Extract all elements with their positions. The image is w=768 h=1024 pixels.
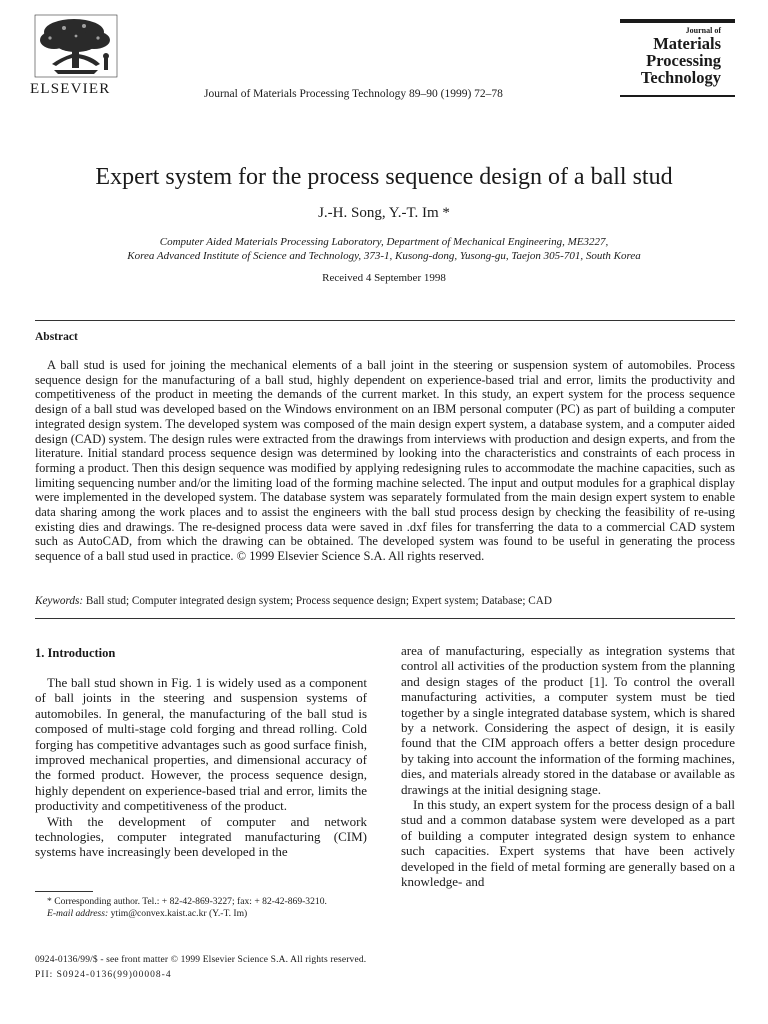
paragraph: In this study, an expert system for the process design of a ball stud and a common database system were developed as a part of building a computer integrated design system to enhance such capacities. Expert systems that have been actively developed in the field of metal forming are generally based on a knowledge- and xyxy=(401,797,735,890)
right-column xyxy=(401,643,735,890)
journal-name-line: Technology xyxy=(640,68,721,87)
publisher-name: ELSEVIER xyxy=(30,81,111,97)
footnote-divider xyxy=(35,891,93,892)
email-note xyxy=(35,908,367,920)
paper-authors: J.-H. Song, Y.-T. Im * xyxy=(318,205,450,221)
keywords-label: Keywords: xyxy=(35,595,84,607)
keywords xyxy=(35,595,735,607)
copyright-line: 0924-0136/99/$ - see front matter © 1999 Elsevier Science S.A. All rights reserved. xyxy=(35,955,367,965)
elsevier-tree-emblem xyxy=(34,14,118,78)
email-label: E-mail address: xyxy=(47,908,109,919)
divider xyxy=(35,618,735,619)
publisher-logo xyxy=(30,14,130,98)
footnote xyxy=(35,896,367,920)
paragraph: area of manufacturing, especially as integration systems that control all activities of the production system from the planning and design stages of the product [1]. To control the overall manufacturing activities, a computer system must be tied together by a single integrated database system, which is shared by a network. Considering the aspect of design, it is easily found that the CIM approach offers a better design procedure by taking into account the information of the forming machines, dies, and materials already stored in the database or available as drawings at the initial designing stage. xyxy=(401,643,735,797)
email-address: ytim@convex.kaist.ac.kr (Y.-T. Im) xyxy=(110,908,248,919)
journal-title-box xyxy=(620,19,735,97)
left-column xyxy=(35,675,367,860)
pii-line: PII: S0924-0136(99)00008-4 xyxy=(35,970,172,980)
journal-name-line: Processing xyxy=(646,51,721,70)
abstract-heading: Abstract xyxy=(35,331,78,343)
affiliation-line: Korea Advanced Institute of Science and Technology, 373-1, Kusong-dong, Yusong-gu, Taejon 305-701, South Korea xyxy=(127,250,641,262)
paper-title: Expert system for the process sequence design of a ball stud xyxy=(95,164,673,190)
received-date: Received 4 September 1998 xyxy=(322,272,446,284)
abstract-text: A ball stud is used for joining the mechanical elements of a ball joint in the steering or suspension system of automobiles. Process sequence design for the manufacturing of a ball stud, highly dependent on experience-based trial and error, limits the productivity and competitiveness of the product in meeting the demands of the current market. In this study, an expert system for the process sequence design of a ball stud was developed based on the Windows environment on an IBM personal computer (PC) as part of building a computer integrated design system. The developed system was composed of the main design expert system, a database system, and a computer aided design (CAD) system. The design rules were extracted from the drawings from interviews with production and design experts, and from the literature. Initial standard process sequence design was determined by looking into the characteristics and constraints of each process in forming a product. Then this design sequence was modified by applying redesigning rules to accommodate the machine capacities, such as limiting sequencing number and/or the limiting load of the forming machine selected. The input and output modules for a graphical display were implemented in the developed system. The database system was separately formulated from the main design expert system to enable data sharing among the work places and to assist the engineers with the ball stud process design by checking the feasibility of re-using existing dies and drawings. The re-designed process data were saved in .dxf files for transferring the data to a commercial CAD system such as AutoCAD, from which the drawing can be obtained. The developed system was found to be useful in generating the process sequence of a ball stud used in practice. © 1999 Elsevier Science S.A. All rights reserved. xyxy=(35,358,735,564)
keywords-list: Ball stud; Computer integrated design system; Process sequence design; Expert system; Database; CAD xyxy=(85,595,552,607)
divider xyxy=(35,320,735,321)
journal-name-line: Materials xyxy=(653,34,721,53)
section-heading: 1. Introduction xyxy=(35,646,116,660)
journal-citation: Journal of Materials Processing Technology 89–90 (1999) 72–78 xyxy=(204,88,503,100)
paragraph: The ball stud shown in Fig. 1 is widely used as a component of ball joints in the steering and suspension systems of automobiles. In general, the manufacturing of the ball stud is composed of multi-stage cold forging and thread rolling. Cold forging has competitive advantages such as good surface finish, improved mechanical properties, and dimensional accuracy of the formed product. However, the process sequence design, highly dependent on experience-based trial and error, limits the productivity and competitiveness of the product. xyxy=(35,675,367,814)
journal-prefix: Journal of xyxy=(685,26,721,35)
affiliation-line: Computer Aided Materials Processing Laboratory, Department of Mechanical Engineering, ME3227, xyxy=(159,236,609,248)
corresponding-author-note: * Corresponding author. Tel.: + 82-42-869-3227; fax: + 82-42-869-3210. xyxy=(47,896,327,907)
paragraph: With the development of computer and network technologies, computer integrated manufacturing (CIM) systems have increasingly been developed in the xyxy=(35,813,367,860)
